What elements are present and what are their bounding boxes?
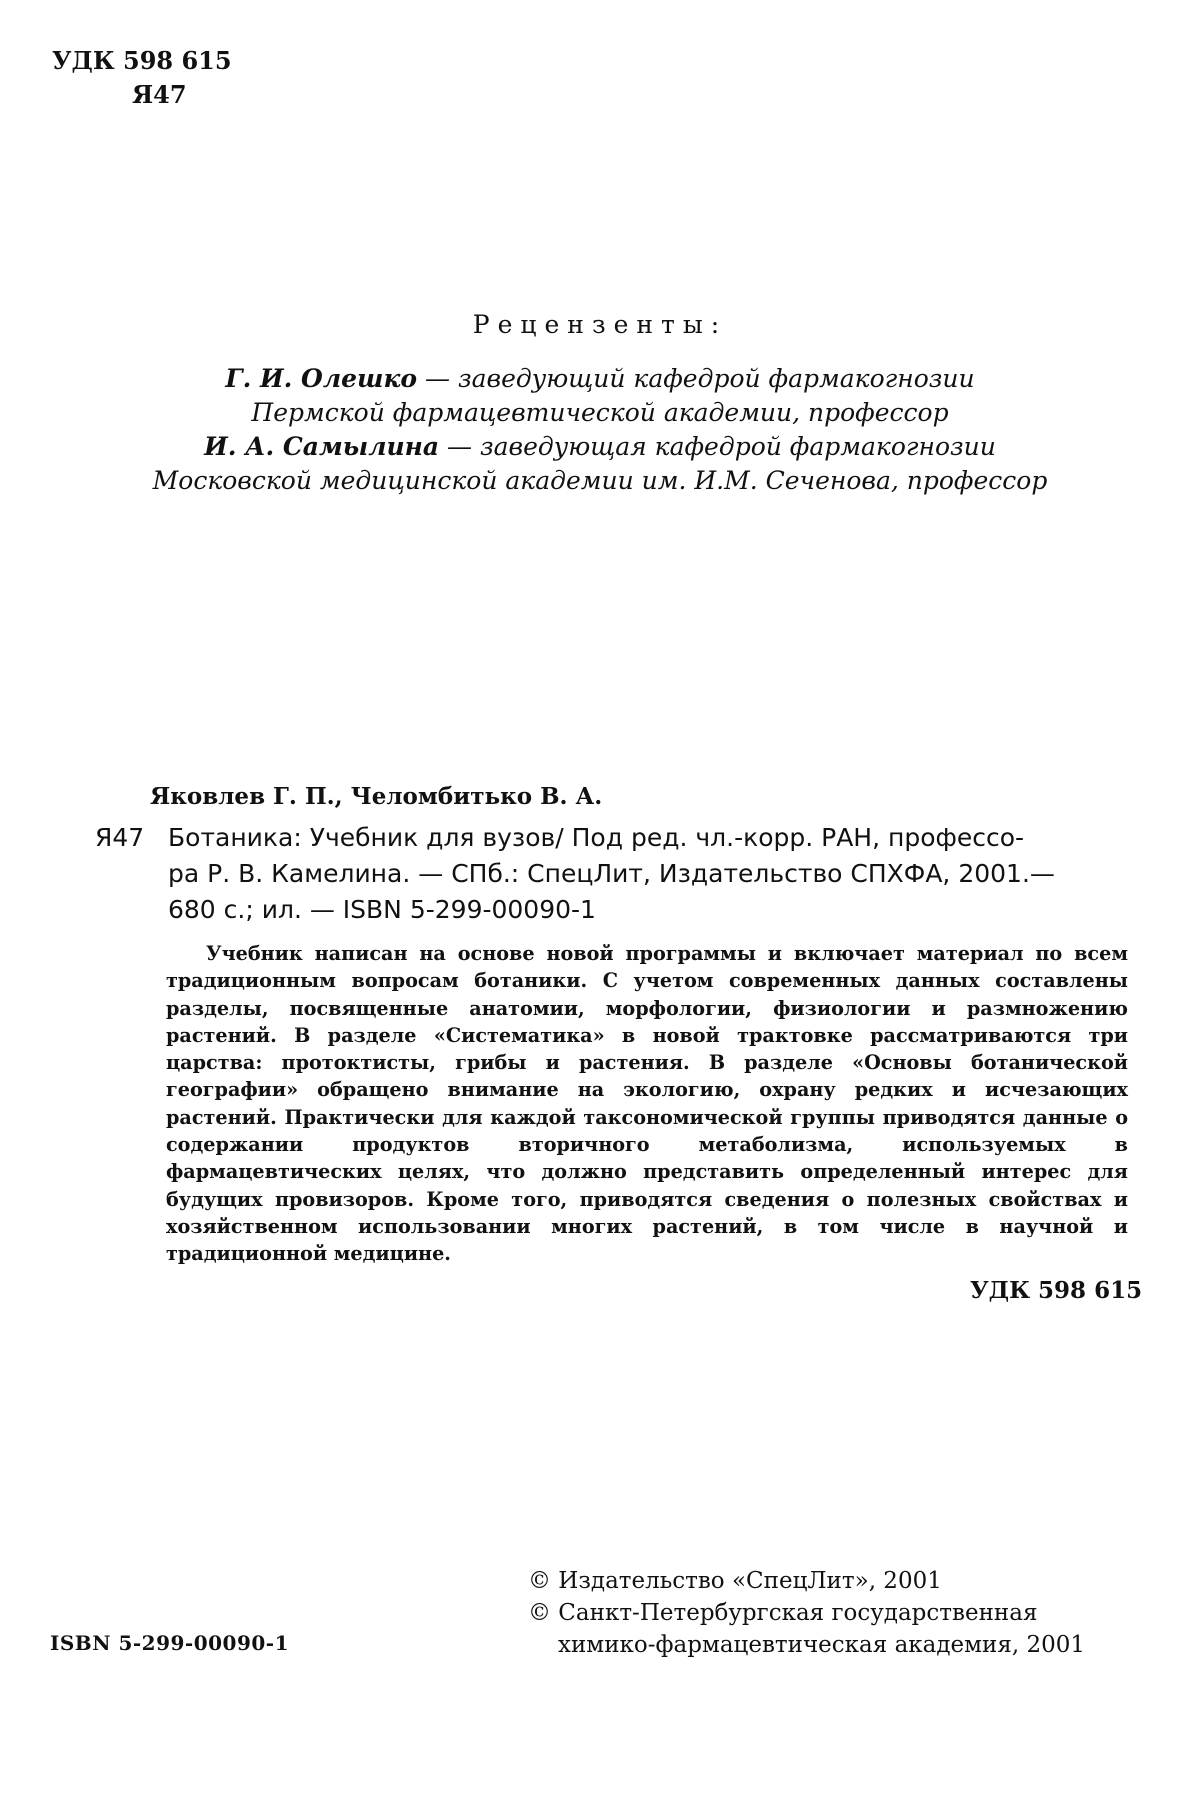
reviewer-entry xyxy=(0,362,1200,430)
book-abstract: Учебник написан на основе новой программы и включает материал по всем традиционным вопросам ботаники. С учетом современных данных составлены разделы, посвященные анатомии, морфологии, физиологии и размножению растений. В разделе «Систематика» в новой трактовке рассматриваются три царства: протоктисты, грибы и растения. В разделе «Основы ботанической географии» обращено внимание на экологию, охрану редких и исчезающих растений. Практически для каждой таксономической группы приводятся данные о содержании продуктов вторичного метаболизма, используемых в фармацевтических целях, что должно представить определенный интерес для будущих провизоров. Кроме того, приводятся сведения о полезных свойствах и хозяйственном использовании многих растений, в том числе в научной и традиционной медицине. xyxy=(166,942,1128,1266)
bibliographic-record xyxy=(95,820,1129,928)
copyright-block xyxy=(528,1565,1085,1661)
udk-footer: УДК 598 615 xyxy=(970,1277,1143,1304)
reviewer-position: — заведующий кафедрой фармакогнозии xyxy=(417,364,975,393)
udk-header xyxy=(52,44,232,112)
reviewer-entry xyxy=(0,430,1200,498)
copyright-line: © Санкт-Петербургская государственная xyxy=(528,1600,1038,1626)
copyright-line: химико-фармацевтическая академия, 2001 xyxy=(558,1632,1086,1658)
author-mark: Я47 xyxy=(132,80,187,109)
biblio-author-mark: Я47 xyxy=(95,823,145,852)
reviewer-affiliation: Московской медицинской академии им. И.М. Сеченова, профессор xyxy=(152,466,1048,495)
reviewers-heading: Рецензенты: xyxy=(472,310,728,339)
reviewers-list xyxy=(0,362,1200,498)
reviewer-name: Г. И. Олешко xyxy=(225,364,418,393)
copyright-line: © Издательство «СпецЛит», 2001 xyxy=(528,1568,942,1594)
book-authors: Яковлев Г. П., Челомбитько В. А. xyxy=(150,783,603,810)
biblio-line: Ботаника: Учебник для вузов/ Под ред. чл.-корр. РАН, профессо- xyxy=(168,823,1025,852)
reviewer-name: И. А. Самылина xyxy=(204,432,440,461)
udk-code: УДК 598 615 xyxy=(52,46,232,75)
reviewer-position: — заведующая кафедрой фармакогнозии xyxy=(439,432,996,461)
biblio-line: 680 с.; ил. — ISBN 5-299-00090-1 xyxy=(168,895,596,924)
reviewer-affiliation: Пермской фармацевтической академии, профессор xyxy=(251,398,949,427)
biblio-line: ра Р. В. Камелина. — СПб.: СпецЛит, Издательство СПХФА, 2001.— xyxy=(168,859,1055,888)
isbn: ISBN 5-299-00090-1 xyxy=(50,1631,290,1655)
